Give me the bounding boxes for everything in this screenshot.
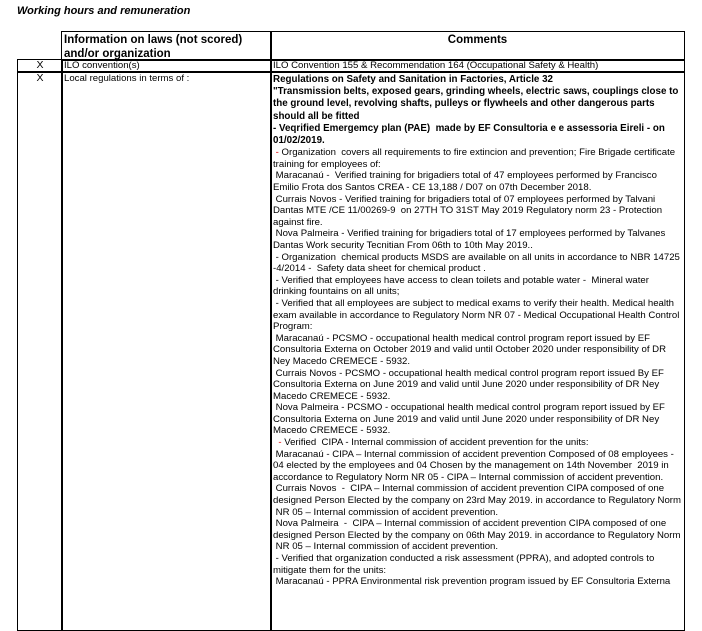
- comment-line: [273, 147, 682, 159]
- comment-bold-line: should all be fitted: [273, 110, 360, 122]
- comment-line-text: exam available in accordance to Regulatory Norm NR 07 - Medical Occupational Health Control: [273, 309, 680, 321]
- comment-line-text: Maracanaú - PPRA Environmental risk prevention program issued by EF Consultoria Externa: [273, 576, 671, 588]
- comment-line: [273, 252, 682, 264]
- comment-line-text: 04 elected by the employees and 04 Chosen by the management on 14th November 2019 in: [273, 460, 669, 472]
- comment-line-text: - Verified that organization conducted a risk assessment (PPRA), and adopted controls to: [273, 553, 655, 564]
- bullet-dash: -: [273, 437, 285, 449]
- comment-line-text: designed Person Elected by the company on 23rd May 2019. in accordance to Regulatory Norm: [273, 495, 681, 507]
- comment-line: [273, 437, 682, 449]
- comment-line: [273, 286, 682, 298]
- comment-line: [273, 217, 682, 229]
- comment-line: [273, 170, 682, 182]
- comment-line: [273, 483, 682, 495]
- row-ilo-comment: ILO Convention 155 & Recommendation 164 (Occupational Safety & Health): [270, 59, 685, 73]
- comment-line: [273, 182, 682, 194]
- row-local-info: Local regulations in terms of :: [61, 71, 272, 631]
- comment-line: [273, 460, 682, 472]
- comment-bold-line: 01/02/2019.: [273, 135, 325, 147]
- comment-line-text: Maracanaú - PCSMO - occupational health medical control program report issued by EF: [273, 332, 650, 344]
- comment-line: [273, 333, 682, 345]
- comment-line-text: drinking fountains on all units;: [273, 286, 400, 298]
- header-info: Information on laws (not scored) and/or organization: [61, 31, 272, 61]
- comment-line-text: -4/2014 - Safety data sheet for chemical product .: [273, 263, 486, 275]
- comment-line: [273, 507, 682, 519]
- row-ilo-info: ILO convention(s): [61, 59, 272, 73]
- comment-line: [273, 368, 682, 380]
- comment-line: [273, 379, 682, 391]
- comment-line-text: Macedo CREMECE - 5932.: [273, 390, 391, 402]
- bullet-dash: -: [273, 147, 282, 159]
- comment-line-text: Dantas MTE /CE 11/00269-9 on 27TH TO 31ST May 2019 Regulatory norm 23 - Protection: [273, 205, 663, 217]
- comment-line: [273, 472, 682, 484]
- comment-line-text: Currais Novos - Verified training for brigadiers total of 07 employees performed by Talvani: [273, 193, 656, 205]
- comment-bold-line: - Veqrified Emergemcy plan (PAE) made by EF Consultoria e e assessoria Eireli - on: [273, 122, 665, 134]
- comment-bold-line: Regulations on Safety and Sanitation in Factories, Article 32: [273, 74, 553, 85]
- comment-line-text: Currais Novos - PCSMO - occupational health medical control program report issued By EF: [273, 367, 664, 379]
- comment-line-text: Nova Palmeira - PCSMO - occupational health medical control program report issued by EF: [273, 402, 665, 414]
- comment-line: [273, 310, 682, 322]
- comment-line-text: Nova Palmeira - CIPA – Internal commission of accident prevention CIPA composed of one: [273, 518, 667, 530]
- header-comments: Comments: [270, 31, 685, 61]
- comment-bold-line: the ground level, revolving shafts, pulleys or flywheels and other dangerous parts: [273, 98, 655, 110]
- comment-line: [273, 205, 682, 217]
- comment-line: [273, 240, 682, 252]
- comment-line-text: against fire.: [273, 216, 323, 228]
- comment-line-text: Nova Palmeira - Verified training for brigadiers total of 17 employees performed by Talvanes: [273, 228, 666, 240]
- comment-line: [273, 275, 682, 287]
- comment-line-text: Maracanaú - CIPA – Internal commission of accident prevention Composed of 08 employees -: [273, 448, 674, 460]
- section-title: Working hours and remuneration: [17, 5, 191, 17]
- comment-line-text: Consultoria Externa on June 2019 and valid until June 2020 under responsibility of DR Ney: [273, 413, 660, 425]
- comment-line: [273, 576, 682, 588]
- comment-line-text: - Verified that all employees are subject to medical exams to verify their health. Medical health: [273, 297, 675, 309]
- comment-line: [273, 449, 682, 461]
- comment-line-text: Dantas Work security Tecnitian From 06th to 10th May 2019..: [273, 239, 533, 251]
- comment-line: [273, 159, 682, 171]
- comment-line: [273, 541, 682, 553]
- row-local-comment: [270, 71, 685, 631]
- comment-line-text: Macedo CREMECE - 5932.: [273, 425, 391, 437]
- comment-line-text: accordance to Regulatory Norm NR 05 - CIPA – Internal commission of accident prevention.: [273, 471, 664, 483]
- comment-line: [273, 425, 682, 437]
- comment-line-text: Consultoria Externa on June 2019 and valid until June 2020 under responsibility of DR Ney: [273, 379, 660, 391]
- comment-line-text: Verified CIPA - Internal commission of accident prevention for the units:: [284, 437, 589, 449]
- comment-line: [273, 402, 682, 414]
- comment-line-text: NR 05 – Internal commission of accident prevention.: [273, 506, 499, 518]
- comment-line-text: NR 05 – Internal commission of accident prevention.: [273, 541, 499, 553]
- comment-line-text: - Verified that employees have access to clean toilets and potable water - Mineral water: [273, 274, 649, 286]
- comment-line-text: Maracanaú - Verified training for brigadiers total of 47 employees performed by Francisco: [273, 170, 657, 182]
- comment-bold-line: "Transmission belts, exposed gears, grinding wheels, electric saws, couplings close to: [273, 86, 679, 98]
- comment-line: [273, 344, 682, 356]
- comment-line: [273, 263, 682, 275]
- comment-line: [273, 518, 682, 530]
- comment-line: [273, 356, 682, 368]
- comment-line: [273, 495, 682, 507]
- comment-line-text: Organization covers all requirements to fire extincion and prevention; Fire Brigade certificate: [281, 147, 676, 159]
- comment-line: [273, 298, 682, 310]
- comment-line: [273, 194, 682, 206]
- comment-line-text: Consultoria Externa on October 2019 and valid until October 2020 under responsibility of DR: [273, 344, 667, 356]
- comment-line: [273, 321, 682, 333]
- comment-line: [273, 391, 682, 403]
- comment-line-text: Program:: [273, 321, 313, 333]
- row-ilo-mark: X: [17, 59, 63, 73]
- comment-line-text: designed Person Elected by the company on 06th May 2019. in accordance to Regulatory Norm: [273, 529, 681, 541]
- comment-line: [273, 565, 682, 577]
- comment-line: [273, 414, 682, 426]
- comment-line-text: Emilio Frota dos Santos CREA - CE 13,188 / D07 on 07th December 2018.: [273, 182, 592, 193]
- comment-line-text: - Organization chemical products MSDS are available on all units in accordance to NBR 14725: [273, 251, 680, 263]
- comment-line: [273, 553, 682, 565]
- comment-line-text: Currais Novos - CIPA – Internal commission of accident prevention CIPA composed of one: [273, 483, 665, 495]
- comment-line: [273, 228, 682, 240]
- comment-line-text: mitigate them for the units:: [273, 564, 387, 576]
- comment-line-text: training for employees of:: [273, 158, 381, 170]
- comment-line: [273, 530, 682, 542]
- row-local-mark: X: [17, 71, 63, 631]
- comment-line-text: Ney Macedo CREMECE - 5932.: [273, 355, 411, 367]
